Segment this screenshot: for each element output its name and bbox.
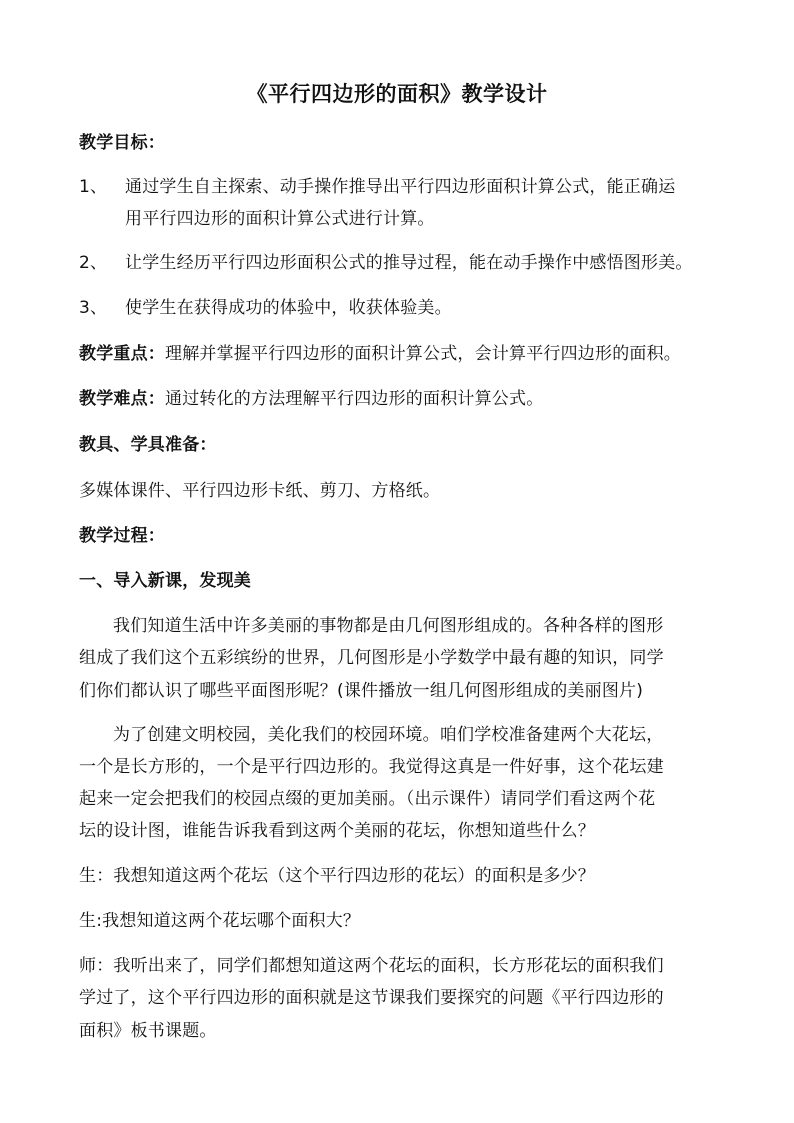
objective-item-1 [79, 176, 675, 198]
teacher-line-2: 学过了，这个平行四边形的面积就是这节课我们要探究的问题《平行四边形的 [79, 988, 664, 1008]
paragraph-1-line-1: 我们知道生活中许多美丽的事物都是由几何图形组成的。各种各样的图形 [113, 616, 664, 636]
objective-text: 通过学生自主探索、动手操作推导出平行四边形面积计算公式，能正确运 [125, 177, 676, 197]
student-line-2: 生:我想知道这两个花坛哪个面积大？ [79, 911, 361, 931]
paragraph-1-line-2: 组成了我们这个五彩缤纷的世界，几何图形是小学数学中最有趣的知识，同学 [79, 648, 664, 668]
student-line-1: 生：我想知道这两个花坛（这个平行四边形的花坛）的面积是多少？ [79, 866, 595, 886]
key-point-label: 教学重点： [79, 344, 165, 364]
document-title: 《平行四边形的面积》教学设计 [246, 82, 548, 106]
process-heading: 教学过程： [79, 526, 165, 546]
objective-text: 使学生在获得成功的体验中，收获体验美。 [125, 298, 452, 318]
teacher-line-1: 师：我听出来了，同学们都想知道这两个花坛的面积，长方形花坛的面积我们 [79, 956, 664, 976]
paragraph-2-line-3: 起来一定会把我们的校园点缀的更加美丽。（出示课件）请同学们看这两个花 [79, 789, 656, 809]
objective-number: 2、 [79, 253, 108, 273]
objective-item-3 [79, 297, 452, 319]
objective-text: 让学生经历平行四边形面积公式的推导过程，能在动手操作中感悟图形美。 [125, 253, 693, 273]
objective-item-2 [79, 252, 693, 274]
difficulty-label: 教学难点： [79, 389, 165, 409]
paragraph-2-line-2: 一个是长方形的，一个是平行四边形的。我觉得这真是一件好事，这个花坛建 [79, 757, 664, 777]
materials-text: 多媒体课件、平行四边形卡纸、剪刀、方格纸。 [79, 481, 441, 501]
difficulty [79, 388, 543, 410]
teacher-line-3: 面积》板书课题。 [79, 1021, 217, 1041]
paragraph-2-line-4: 坛的设计图，谁能告诉我看到这两个美丽的花坛，你想知道些什么？ [79, 821, 595, 841]
objective-number: 1、 [79, 177, 108, 197]
paragraph-1-line-3: 们你们都认识了哪些平面图形呢？(课件播放一组几何图形组成的美丽图片) [79, 681, 644, 701]
section-heading: 一、导入新课，发现美 [79, 571, 251, 591]
key-point [79, 343, 681, 365]
objectives-heading: 教学目标： [79, 133, 165, 153]
objective-number: 3、 [79, 298, 108, 318]
difficulty-text: 通过转化的方法理解平行四边形的面积计算公式。 [165, 389, 544, 409]
materials-heading: 教具、学具准备： [79, 435, 217, 455]
paragraph-2-line-1: 为了创建文明校园，美化我们的校园环境。咱们学校准备建两个大花坛， [113, 725, 664, 745]
objective-item-1-cont: 用平行四边形的面积计算公式进行计算。 [125, 209, 435, 229]
key-point-text: 理解并掌握平行四边形的面积计算公式，会计算平行四边形的面积。 [165, 344, 681, 364]
